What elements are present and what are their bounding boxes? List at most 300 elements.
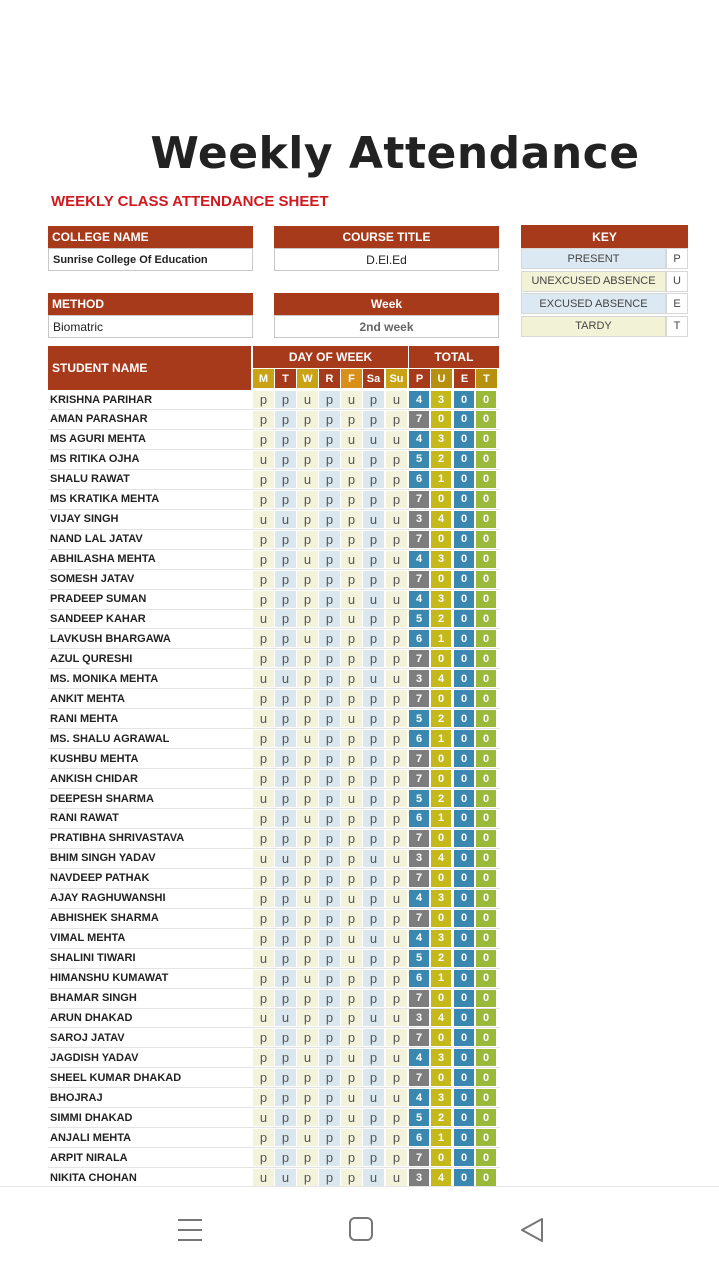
- attendance-cell[interactable]: p: [341, 1169, 362, 1186]
- attendance-cell[interactable]: u: [386, 1169, 407, 1186]
- attendance-cell[interactable]: u: [341, 591, 362, 608]
- attendance-cell[interactable]: p: [297, 650, 318, 667]
- attendance-cell[interactable]: p: [297, 591, 318, 608]
- attendance-cell[interactable]: p: [275, 770, 296, 787]
- method-value[interactable]: Biomatric: [48, 315, 253, 338]
- attendance-cell[interactable]: p: [341, 511, 362, 528]
- attendance-cell[interactable]: p: [297, 411, 318, 428]
- attendance-cell[interactable]: p: [297, 910, 318, 927]
- back-triangle-icon[interactable]: [518, 1216, 546, 1249]
- attendance-cell[interactable]: u: [363, 850, 384, 867]
- attendance-cell[interactable]: p: [363, 1129, 384, 1146]
- attendance-cell[interactable]: u: [386, 591, 407, 608]
- attendance-cell[interactable]: p: [319, 491, 340, 508]
- attendance-cell[interactable]: p: [319, 990, 340, 1007]
- attendance-cell[interactable]: p: [341, 471, 362, 488]
- attendance-cell[interactable]: p: [319, 710, 340, 727]
- attendance-cell[interactable]: u: [341, 431, 362, 448]
- attendance-cell[interactable]: p: [275, 810, 296, 827]
- attendance-cell[interactable]: p: [386, 471, 407, 488]
- attendance-cell[interactable]: p: [297, 770, 318, 787]
- attendance-cell[interactable]: p: [341, 630, 362, 647]
- attendance-cell[interactable]: u: [386, 930, 407, 947]
- attendance-cell[interactable]: p: [386, 1109, 407, 1126]
- attendance-cell[interactable]: u: [341, 451, 362, 468]
- attendance-cell[interactable]: p: [275, 630, 296, 647]
- attendance-cell[interactable]: p: [386, 451, 407, 468]
- attendance-cell[interactable]: u: [253, 670, 274, 687]
- attendance-cell[interactable]: u: [386, 670, 407, 687]
- attendance-cell[interactable]: p: [275, 451, 296, 468]
- attendance-cell[interactable]: u: [297, 471, 318, 488]
- attendance-cell[interactable]: u: [297, 730, 318, 747]
- attendance-cell[interactable]: p: [253, 870, 274, 887]
- attendance-cell[interactable]: p: [253, 770, 274, 787]
- attendance-cell[interactable]: u: [297, 1129, 318, 1146]
- attendance-cell[interactable]: p: [275, 990, 296, 1007]
- attendance-cell[interactable]: p: [319, 451, 340, 468]
- attendance-cell[interactable]: u: [253, 451, 274, 468]
- attendance-cell[interactable]: p: [275, 730, 296, 747]
- attendance-cell[interactable]: p: [363, 910, 384, 927]
- week-value[interactable]: 2nd week: [274, 315, 499, 338]
- attendance-cell[interactable]: u: [386, 511, 407, 528]
- attendance-cell[interactable]: u: [253, 950, 274, 967]
- attendance-cell[interactable]: p: [297, 690, 318, 707]
- attendance-cell[interactable]: p: [341, 670, 362, 687]
- attendance-cell[interactable]: p: [363, 630, 384, 647]
- attendance-cell[interactable]: p: [319, 431, 340, 448]
- attendance-cell[interactable]: p: [253, 1149, 274, 1166]
- attendance-cell[interactable]: u: [363, 1009, 384, 1026]
- attendance-cell[interactable]: p: [275, 790, 296, 807]
- college-name-value[interactable]: Sunrise College Of Education: [48, 248, 253, 271]
- attendance-cell[interactable]: p: [297, 511, 318, 528]
- attendance-cell[interactable]: p: [275, 970, 296, 987]
- attendance-cell[interactable]: u: [297, 551, 318, 568]
- attendance-cell[interactable]: p: [297, 710, 318, 727]
- attendance-cell[interactable]: p: [297, 930, 318, 947]
- attendance-cell[interactable]: p: [253, 970, 274, 987]
- attendance-cell[interactable]: p: [297, 950, 318, 967]
- attendance-cell[interactable]: u: [363, 1169, 384, 1186]
- attendance-cell[interactable]: p: [363, 1029, 384, 1046]
- attendance-cell[interactable]: p: [386, 790, 407, 807]
- attendance-cell[interactable]: p: [275, 890, 296, 907]
- attendance-cell[interactable]: p: [363, 551, 384, 568]
- attendance-cell[interactable]: u: [297, 630, 318, 647]
- attendance-cell[interactable]: p: [275, 1089, 296, 1106]
- attendance-cell[interactable]: p: [341, 531, 362, 548]
- attendance-cell[interactable]: p: [319, 511, 340, 528]
- attendance-cell[interactable]: p: [297, 870, 318, 887]
- total-cell-e: 0: [454, 1149, 475, 1166]
- attendance-cell[interactable]: p: [297, 531, 318, 548]
- attendance-cell[interactable]: p: [275, 571, 296, 588]
- attendance-cell[interactable]: u: [363, 431, 384, 448]
- attendance-cell[interactable]: p: [363, 1049, 384, 1066]
- attendance-cell[interactable]: p: [341, 491, 362, 508]
- attendance-cell[interactable]: p: [341, 1029, 362, 1046]
- attendance-cell[interactable]: p: [341, 730, 362, 747]
- attendance-cell[interactable]: u: [275, 1009, 296, 1026]
- attendance-cell[interactable]: p: [297, 1069, 318, 1086]
- attendance-cell[interactable]: p: [253, 591, 274, 608]
- total-cell-t: 0: [476, 511, 497, 528]
- attendance-cell[interactable]: p: [319, 670, 340, 687]
- attendance-cell[interactable]: p: [341, 411, 362, 428]
- attendance-cell[interactable]: p: [363, 1069, 384, 1086]
- attendance-cell[interactable]: u: [341, 710, 362, 727]
- attendance-cell[interactable]: p: [363, 730, 384, 747]
- attendance-cell[interactable]: p: [319, 830, 340, 847]
- attendance-cell[interactable]: u: [253, 610, 274, 627]
- attendance-cell[interactable]: u: [341, 551, 362, 568]
- attendance-cell[interactable]: p: [253, 930, 274, 947]
- attendance-cell[interactable]: u: [297, 970, 318, 987]
- attendance-cell[interactable]: p: [319, 890, 340, 907]
- attendance-cell[interactable]: p: [275, 830, 296, 847]
- attendance-cell[interactable]: p: [386, 970, 407, 987]
- attendance-cell[interactable]: p: [297, 451, 318, 468]
- menu-icon[interactable]: [176, 1217, 204, 1248]
- attendance-cell[interactable]: p: [363, 990, 384, 1007]
- total-cell-t: 0: [476, 1049, 497, 1066]
- attendance-cell[interactable]: p: [253, 910, 274, 927]
- attendance-cell[interactable]: p: [275, 1029, 296, 1046]
- attendance-cell[interactable]: p: [386, 630, 407, 647]
- attendance-cell[interactable]: p: [319, 730, 340, 747]
- attendance-cell[interactable]: p: [363, 690, 384, 707]
- attendance-cell[interactable]: p: [253, 471, 274, 488]
- attendance-cell[interactable]: p: [297, 750, 318, 767]
- attendance-cell[interactable]: u: [363, 591, 384, 608]
- attendance-cell[interactable]: p: [297, 1169, 318, 1186]
- attendance-cell[interactable]: p: [363, 710, 384, 727]
- attendance-cell[interactable]: p: [253, 1069, 274, 1086]
- attendance-cell[interactable]: p: [363, 770, 384, 787]
- attendance-cell[interactable]: u: [275, 511, 296, 528]
- student-name: NAVDEEP PATHAK: [50, 872, 150, 885]
- attendance-cell[interactable]: p: [275, 1129, 296, 1146]
- attendance-cell[interactable]: p: [341, 910, 362, 927]
- attendance-cell[interactable]: p: [386, 710, 407, 727]
- attendance-cell[interactable]: p: [297, 850, 318, 867]
- attendance-cell[interactable]: p: [319, 531, 340, 548]
- attendance-cell[interactable]: p: [363, 571, 384, 588]
- attendance-cell[interactable]: p: [386, 650, 407, 667]
- attendance-cell[interactable]: p: [253, 630, 274, 647]
- attendance-cell[interactable]: p: [275, 870, 296, 887]
- attendance-cell[interactable]: u: [341, 1109, 362, 1126]
- attendance-cell[interactable]: p: [319, 810, 340, 827]
- attendance-cell[interactable]: u: [341, 930, 362, 947]
- attendance-cell[interactable]: p: [253, 830, 274, 847]
- attendance-cell[interactable]: p: [253, 690, 274, 707]
- attendance-cell[interactable]: p: [253, 810, 274, 827]
- attendance-cell[interactable]: u: [297, 890, 318, 907]
- attendance-cell[interactable]: p: [253, 571, 274, 588]
- attendance-cell[interactable]: u: [386, 850, 407, 867]
- attendance-cell[interactable]: p: [319, 790, 340, 807]
- attendance-cell[interactable]: p: [386, 950, 407, 967]
- attendance-cell[interactable]: p: [297, 571, 318, 588]
- attendance-cell[interactable]: p: [253, 1029, 274, 1046]
- attendance-cell[interactable]: u: [363, 1089, 384, 1106]
- attendance-cell[interactable]: p: [297, 1109, 318, 1126]
- attendance-cell[interactable]: u: [363, 930, 384, 947]
- attendance-cell[interactable]: u: [297, 391, 318, 408]
- attendance-cell[interactable]: u: [253, 511, 274, 528]
- attendance-cell[interactable]: p: [341, 750, 362, 767]
- attendance-cell[interactable]: p: [253, 990, 274, 1007]
- attendance-cell[interactable]: p: [363, 411, 384, 428]
- attendance-cell[interactable]: u: [341, 1089, 362, 1106]
- attendance-cell[interactable]: p: [253, 650, 274, 667]
- attendance-cell[interactable]: p: [386, 830, 407, 847]
- attendance-cell[interactable]: p: [275, 950, 296, 967]
- attendance-cell[interactable]: p: [386, 990, 407, 1007]
- attendance-cell[interactable]: p: [297, 1029, 318, 1046]
- attendance-cell[interactable]: p: [363, 810, 384, 827]
- attendance-cell[interactable]: p: [386, 1069, 407, 1086]
- attendance-cell[interactable]: p: [363, 830, 384, 847]
- attendance-cell[interactable]: p: [319, 910, 340, 927]
- attendance-cell[interactable]: u: [253, 790, 274, 807]
- attendance-cell[interactable]: p: [363, 790, 384, 807]
- attendance-cell[interactable]: p: [319, 1149, 340, 1166]
- attendance-cell[interactable]: p: [319, 1089, 340, 1106]
- attendance-cell[interactable]: p: [363, 970, 384, 987]
- attendance-cell[interactable]: p: [319, 630, 340, 647]
- attendance-cell[interactable]: p: [386, 870, 407, 887]
- attendance-cell[interactable]: p: [341, 770, 362, 787]
- student-name: SHALU RAWAT: [50, 473, 130, 486]
- attendance-cell[interactable]: p: [253, 391, 274, 408]
- attendance-cell[interactable]: p: [253, 531, 274, 548]
- attendance-cell[interactable]: p: [319, 411, 340, 428]
- attendance-cell[interactable]: p: [275, 690, 296, 707]
- attendance-cell[interactable]: p: [297, 491, 318, 508]
- total-cell-e: 0: [454, 970, 475, 987]
- attendance-cell[interactable]: p: [341, 1009, 362, 1026]
- attendance-cell[interactable]: p: [363, 870, 384, 887]
- attendance-cell[interactable]: p: [275, 650, 296, 667]
- attendance-cell[interactable]: p: [275, 591, 296, 608]
- attendance-cell[interactable]: p: [319, 391, 340, 408]
- attendance-cell[interactable]: p: [275, 471, 296, 488]
- attendance-cell[interactable]: u: [386, 1089, 407, 1106]
- attendance-cell[interactable]: p: [341, 830, 362, 847]
- attendance-cell[interactable]: p: [253, 551, 274, 568]
- attendance-cell[interactable]: u: [341, 890, 362, 907]
- attendance-cell[interactable]: p: [319, 950, 340, 967]
- attendance-cell[interactable]: u: [386, 1009, 407, 1026]
- attendance-cell[interactable]: p: [363, 1109, 384, 1126]
- attendance-cell[interactable]: u: [386, 391, 407, 408]
- attendance-cell[interactable]: u: [341, 1049, 362, 1066]
- attendance-cell[interactable]: p: [297, 1009, 318, 1026]
- attendance-cell[interactable]: u: [386, 890, 407, 907]
- attendance-cell[interactable]: p: [297, 1149, 318, 1166]
- attendance-cell[interactable]: p: [386, 810, 407, 827]
- attendance-cell[interactable]: p: [341, 1149, 362, 1166]
- attendance-cell[interactable]: p: [386, 571, 407, 588]
- attendance-cell[interactable]: p: [319, 1049, 340, 1066]
- attendance-cell[interactable]: p: [363, 531, 384, 548]
- total-cell-u: 0: [431, 491, 452, 508]
- attendance-cell[interactable]: p: [319, 571, 340, 588]
- attendance-cell[interactable]: u: [253, 1109, 274, 1126]
- attendance-cell[interactable]: p: [253, 890, 274, 907]
- attendance-cell[interactable]: p: [319, 1069, 340, 1086]
- attendance-cell[interactable]: p: [341, 571, 362, 588]
- attendance-cell[interactable]: p: [319, 970, 340, 987]
- attendance-cell[interactable]: p: [341, 970, 362, 987]
- attendance-cell[interactable]: p: [253, 750, 274, 767]
- attendance-cell[interactable]: u: [386, 1049, 407, 1066]
- attendance-cell[interactable]: p: [253, 431, 274, 448]
- attendance-cell[interactable]: p: [319, 870, 340, 887]
- attendance-cell[interactable]: u: [253, 710, 274, 727]
- attendance-cell[interactable]: u: [341, 790, 362, 807]
- home-square-icon[interactable]: [348, 1216, 374, 1247]
- attendance-cell[interactable]: p: [341, 850, 362, 867]
- course-title-value[interactable]: D.El.Ed: [274, 248, 499, 271]
- attendance-cell[interactable]: p: [341, 870, 362, 887]
- attendance-cell[interactable]: p: [341, 810, 362, 827]
- attendance-cell[interactable]: p: [319, 591, 340, 608]
- attendance-cell[interactable]: p: [319, 1109, 340, 1126]
- attendance-cell[interactable]: p: [363, 610, 384, 627]
- attendance-cell[interactable]: p: [319, 610, 340, 627]
- attendance-cell[interactable]: p: [319, 770, 340, 787]
- attendance-cell[interactable]: p: [275, 750, 296, 767]
- attendance-cell[interactable]: p: [386, 750, 407, 767]
- attendance-cell[interactable]: p: [297, 790, 318, 807]
- attendance-cell[interactable]: p: [253, 491, 274, 508]
- attendance-cell[interactable]: p: [363, 750, 384, 767]
- attendance-cell[interactable]: p: [275, 531, 296, 548]
- attendance-cell[interactable]: p: [386, 610, 407, 627]
- attendance-cell[interactable]: u: [253, 850, 274, 867]
- attendance-cell[interactable]: u: [363, 511, 384, 528]
- attendance-cell[interactable]: p: [253, 730, 274, 747]
- attendance-cell[interactable]: p: [386, 1149, 407, 1166]
- attendance-cell[interactable]: u: [297, 810, 318, 827]
- attendance-cell[interactable]: p: [341, 1069, 362, 1086]
- attendance-cell[interactable]: p: [319, 690, 340, 707]
- attendance-cell[interactable]: u: [341, 950, 362, 967]
- attendance-cell[interactable]: p: [319, 551, 340, 568]
- attendance-cell[interactable]: p: [341, 990, 362, 1007]
- attendance-cell[interactable]: p: [275, 710, 296, 727]
- attendance-cell[interactable]: p: [341, 650, 362, 667]
- attendance-cell[interactable]: p: [253, 1049, 274, 1066]
- total-cell-e: 0: [454, 411, 475, 428]
- attendance-cell[interactable]: p: [386, 770, 407, 787]
- attendance-cell[interactable]: u: [363, 670, 384, 687]
- attendance-cell[interactable]: p: [275, 930, 296, 947]
- attendance-cell[interactable]: p: [275, 431, 296, 448]
- attendance-cell[interactable]: p: [386, 531, 407, 548]
- attendance-cell[interactable]: p: [363, 391, 384, 408]
- attendance-cell[interactable]: p: [275, 1069, 296, 1086]
- attendance-cell[interactable]: p: [319, 750, 340, 767]
- attendance-cell[interactable]: p: [275, 491, 296, 508]
- attendance-cell[interactable]: p: [319, 930, 340, 947]
- attendance-cell[interactable]: p: [363, 491, 384, 508]
- attendance-cell[interactable]: p: [275, 910, 296, 927]
- attendance-cell[interactable]: p: [386, 690, 407, 707]
- total-cell-u: 3: [431, 591, 452, 608]
- attendance-cell[interactable]: u: [253, 1009, 274, 1026]
- attendance-cell[interactable]: p: [275, 411, 296, 428]
- attendance-cell[interactable]: p: [386, 491, 407, 508]
- attendance-cell[interactable]: p: [319, 1009, 340, 1026]
- attendance-cell[interactable]: p: [297, 1089, 318, 1106]
- attendance-cell[interactable]: p: [319, 650, 340, 667]
- attendance-cell[interactable]: u: [275, 1169, 296, 1186]
- attendance-cell[interactable]: p: [253, 1089, 274, 1106]
- attendance-cell[interactable]: p: [341, 690, 362, 707]
- attendance-cell[interactable]: p: [319, 1129, 340, 1146]
- attendance-cell[interactable]: p: [363, 650, 384, 667]
- attendance-cell[interactable]: p: [297, 431, 318, 448]
- attendance-cell[interactable]: p: [319, 850, 340, 867]
- attendance-cell[interactable]: u: [386, 431, 407, 448]
- attendance-cell[interactable]: p: [319, 1029, 340, 1046]
- attendance-cell[interactable]: p: [319, 1169, 340, 1186]
- attendance-cell[interactable]: u: [341, 610, 362, 627]
- student-name: VIMAL MEHTA: [50, 932, 126, 945]
- attendance-cell[interactable]: p: [275, 1049, 296, 1066]
- attendance-cell[interactable]: p: [253, 411, 274, 428]
- attendance-cell[interactable]: u: [275, 850, 296, 867]
- attendance-cell[interactable]: p: [275, 1109, 296, 1126]
- attendance-cell[interactable]: p: [386, 730, 407, 747]
- attendance-cell[interactable]: p: [297, 610, 318, 627]
- attendance-cell[interactable]: p: [363, 451, 384, 468]
- total-cell-p: 6: [409, 630, 430, 647]
- attendance-cell[interactable]: p: [363, 471, 384, 488]
- attendance-cell[interactable]: p: [386, 910, 407, 927]
- attendance-cell[interactable]: p: [275, 391, 296, 408]
- attendance-cell[interactable]: p: [386, 1129, 407, 1146]
- attendance-cell[interactable]: p: [363, 890, 384, 907]
- day-header-t: T: [275, 369, 296, 388]
- attendance-cell[interactable]: u: [253, 1169, 274, 1186]
- attendance-cell[interactable]: p: [275, 551, 296, 568]
- attendance-cell[interactable]: u: [386, 551, 407, 568]
- attendance-cell[interactable]: p: [363, 950, 384, 967]
- total-cell-t: 0: [476, 391, 497, 408]
- attendance-cell[interactable]: p: [319, 471, 340, 488]
- attendance-cell[interactable]: u: [297, 1049, 318, 1066]
- attendance-cell[interactable]: p: [341, 1129, 362, 1146]
- attendance-cell[interactable]: p: [363, 1149, 384, 1166]
- attendance-cell[interactable]: p: [253, 1129, 274, 1146]
- attendance-cell[interactable]: p: [386, 411, 407, 428]
- attendance-cell[interactable]: p: [386, 1029, 407, 1046]
- attendance-cell[interactable]: p: [297, 670, 318, 687]
- attendance-cell[interactable]: u: [275, 670, 296, 687]
- attendance-cell[interactable]: p: [275, 1149, 296, 1166]
- attendance-cell[interactable]: p: [297, 990, 318, 1007]
- attendance-cell[interactable]: u: [341, 391, 362, 408]
- attendance-cell[interactable]: p: [275, 610, 296, 627]
- attendance-cell[interactable]: p: [297, 830, 318, 847]
